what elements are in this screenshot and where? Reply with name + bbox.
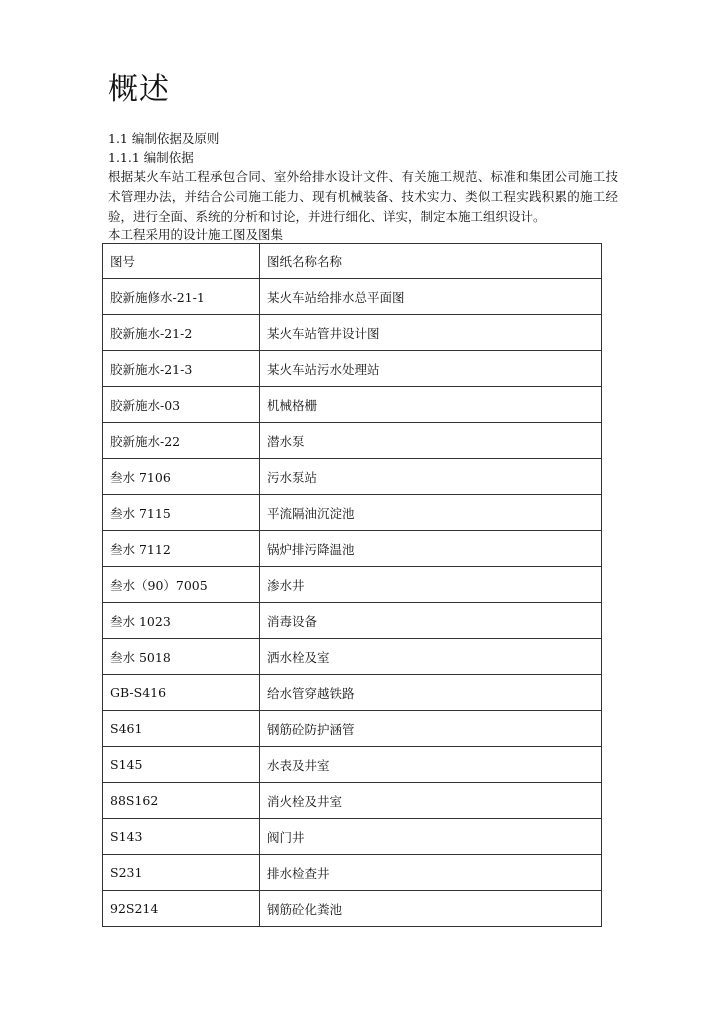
intro-paragraph: 根据某火车站工程承包合同、室外给排水设计文件、有关施工规范、标准和集团公司施工技术管理办法，并结合公司施工能力、现有机械装备、技术实力、类似工程实践积累的施工经验，进行全面、系统的分析和讨论，并进行细化、详实，制定本施工组织设计。 bbox=[108, 169, 618, 224]
table-header-row bbox=[103, 244, 602, 279]
table-row bbox=[103, 423, 602, 459]
drawing-name-cell: 潜水泵 bbox=[260, 423, 602, 459]
drawing-number-cell: 胶新施修水-21-1 bbox=[103, 279, 260, 315]
section-heading-1-1: 1.1 编制依据及原则 bbox=[108, 131, 220, 146]
drawing-name-cell: 平流隔油沉淀池 bbox=[260, 495, 602, 531]
drawing-name-cell: 渗水井 bbox=[260, 567, 602, 603]
drawing-number-cell: 叁水 7106 bbox=[103, 459, 260, 495]
drawing-name-cell: 钢筋砼化粪池 bbox=[260, 891, 602, 927]
table-row bbox=[103, 711, 602, 747]
drawing-number-cell: 92S214 bbox=[103, 891, 260, 927]
drawing-number-cell: 叁水 5018 bbox=[103, 639, 260, 675]
drawing-number-cell: GB-S416 bbox=[103, 675, 260, 711]
table-row bbox=[103, 675, 602, 711]
table-row bbox=[103, 279, 602, 315]
drawing-number-cell: 叁水 7112 bbox=[103, 531, 260, 567]
drawing-number-cell: 胶新施水-22 bbox=[103, 423, 260, 459]
table-row bbox=[103, 315, 602, 351]
drawing-name-cell: 排水检查井 bbox=[260, 855, 602, 891]
drawing-number-cell: 88S162 bbox=[103, 783, 260, 819]
table-row bbox=[103, 603, 602, 639]
table-row bbox=[103, 351, 602, 387]
table-row bbox=[103, 855, 602, 891]
drawing-number-cell: S143 bbox=[103, 819, 260, 855]
drawing-number-cell: 胶新施水-03 bbox=[103, 387, 260, 423]
drawing-name-cell: 某火车站污水处理站 bbox=[260, 351, 602, 387]
table-row bbox=[103, 459, 602, 495]
drawing-number-cell: 叁水 1023 bbox=[103, 603, 260, 639]
table-row bbox=[103, 747, 602, 783]
section-heading-1-1-1: 1.1.1 编制依据 bbox=[108, 150, 194, 165]
drawing-name-cell: 给水管穿越铁路 bbox=[260, 675, 602, 711]
table-row bbox=[103, 639, 602, 675]
drawing-number-cell: S145 bbox=[103, 747, 260, 783]
drawing-name-cell: 消火栓及井室 bbox=[260, 783, 602, 819]
table-row bbox=[103, 891, 602, 927]
table-row bbox=[103, 783, 602, 819]
drawing-name-cell: 锅炉排污降温池 bbox=[260, 531, 602, 567]
header-drawing-number: 图号 bbox=[103, 244, 260, 279]
drawing-name-cell: 某火车站管井设计图 bbox=[260, 315, 602, 351]
drawing-number-cell: S461 bbox=[103, 711, 260, 747]
drawing-name-cell: 消毒设备 bbox=[260, 603, 602, 639]
table-row bbox=[103, 495, 602, 531]
drawing-name-cell: 污水泵站 bbox=[260, 459, 602, 495]
drawing-name-cell: 洒水栓及室 bbox=[260, 639, 602, 675]
drawing-name-cell: 阀门井 bbox=[260, 819, 602, 855]
drawing-name-cell: 水表及井室 bbox=[260, 747, 602, 783]
table-caption: 本工程采用的设计施工图及图集 bbox=[108, 227, 284, 242]
table-row bbox=[103, 387, 602, 423]
drawing-name-cell: 钢筋砼防护涵管 bbox=[260, 711, 602, 747]
table-row bbox=[103, 567, 602, 603]
drawing-number-cell: 胶新施水-21-3 bbox=[103, 351, 260, 387]
table-row bbox=[103, 819, 602, 855]
header-drawing-name: 图纸名称名称 bbox=[260, 244, 602, 279]
table-row bbox=[103, 531, 602, 567]
drawing-list-table bbox=[102, 243, 602, 927]
drawing-number-cell: 胶新施水-21-2 bbox=[103, 315, 260, 351]
drawing-number-cell: 叁水（90）7005 bbox=[103, 567, 260, 603]
drawing-name-cell: 机械格栅 bbox=[260, 387, 602, 423]
drawing-name-cell: 某火车站给排水总平面图 bbox=[260, 279, 602, 315]
drawing-number-cell: S231 bbox=[103, 855, 260, 891]
drawing-number-cell: 叁水 7115 bbox=[103, 495, 260, 531]
page-title: 概述 bbox=[108, 72, 170, 107]
